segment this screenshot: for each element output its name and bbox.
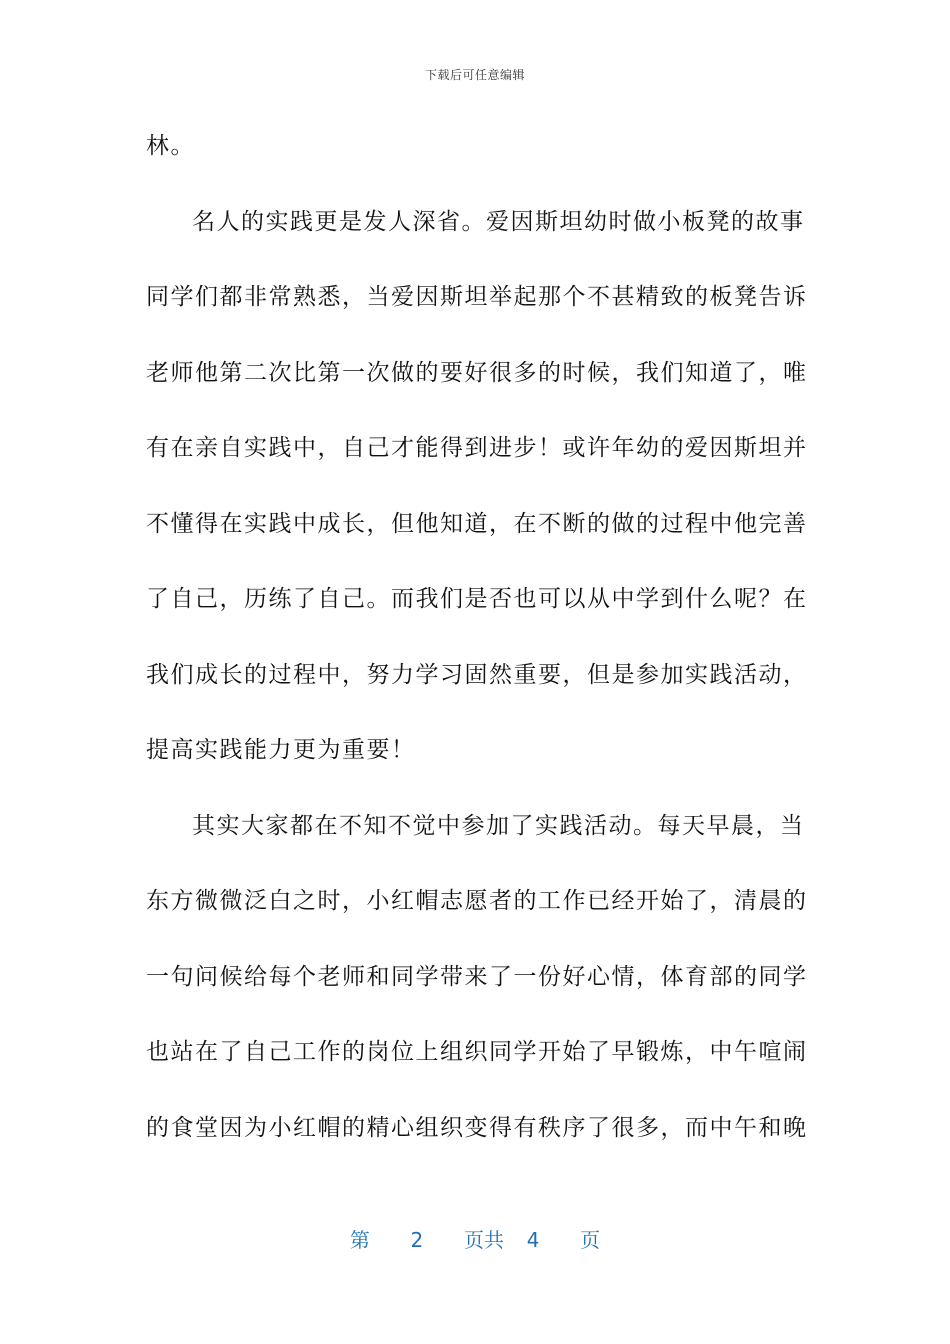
body-line: 提高实践能力更为重要！ [146,737,416,763]
body-line: 了自己，历练了自己。而我们是否也可以从中学到什么呢？在 [146,586,808,612]
body-line: 一句问候给每个老师和同学带来了一份好心情，体育部的同学 [146,963,808,990]
footer-total-pages: 4 [526,1228,540,1252]
body-line: 同学们都非常熟悉，当爱因斯坦举起那个不甚精致的板凳告诉 [146,284,808,310]
page-header: 下载后可任意编辑 [424,68,525,82]
body-line: 的食堂因为小红帽的精心组织变得有秩序了很多，而中午和晚 [146,1114,808,1141]
body-line: 老师他第二次比第一次做的要好很多的时候，我们知道了，唯 [146,359,808,386]
body-line: 林。 [146,133,195,159]
body-line: 名人的实践更是发人深省。爱因斯坦幼时做小板凳的故事 [192,208,805,235]
body-line: 有在亲自实践中，自己才能得到进步！或许年幼的爱因斯坦并 [146,435,808,461]
body-line: 我们成长的过程中，努力学习固然重要，但是参加实践活动， [146,661,808,688]
footer-prefix: 第 [349,1228,370,1252]
body-line: 其实大家都在不知不觉中参加了实践活动。每天早晨，当 [192,812,805,839]
body-line: 也站在了自己工作的岗位上组织同学开始了早锻炼，中午喧闹 [146,1039,808,1065]
document-body [146,120,808,1177]
page-footer [0,1224,950,1253]
body-line: 东方微微泛白之时，小红帽志愿者的工作已经开始了，清晨的 [146,888,808,914]
footer-page-number: 2 [410,1228,424,1252]
footer-middle: 页共 [464,1228,504,1252]
body-line: 不懂得在实践中成长，但他知道，在不断的做的过程中他完善 [146,510,808,537]
footer-suffix: 页 [580,1228,601,1252]
